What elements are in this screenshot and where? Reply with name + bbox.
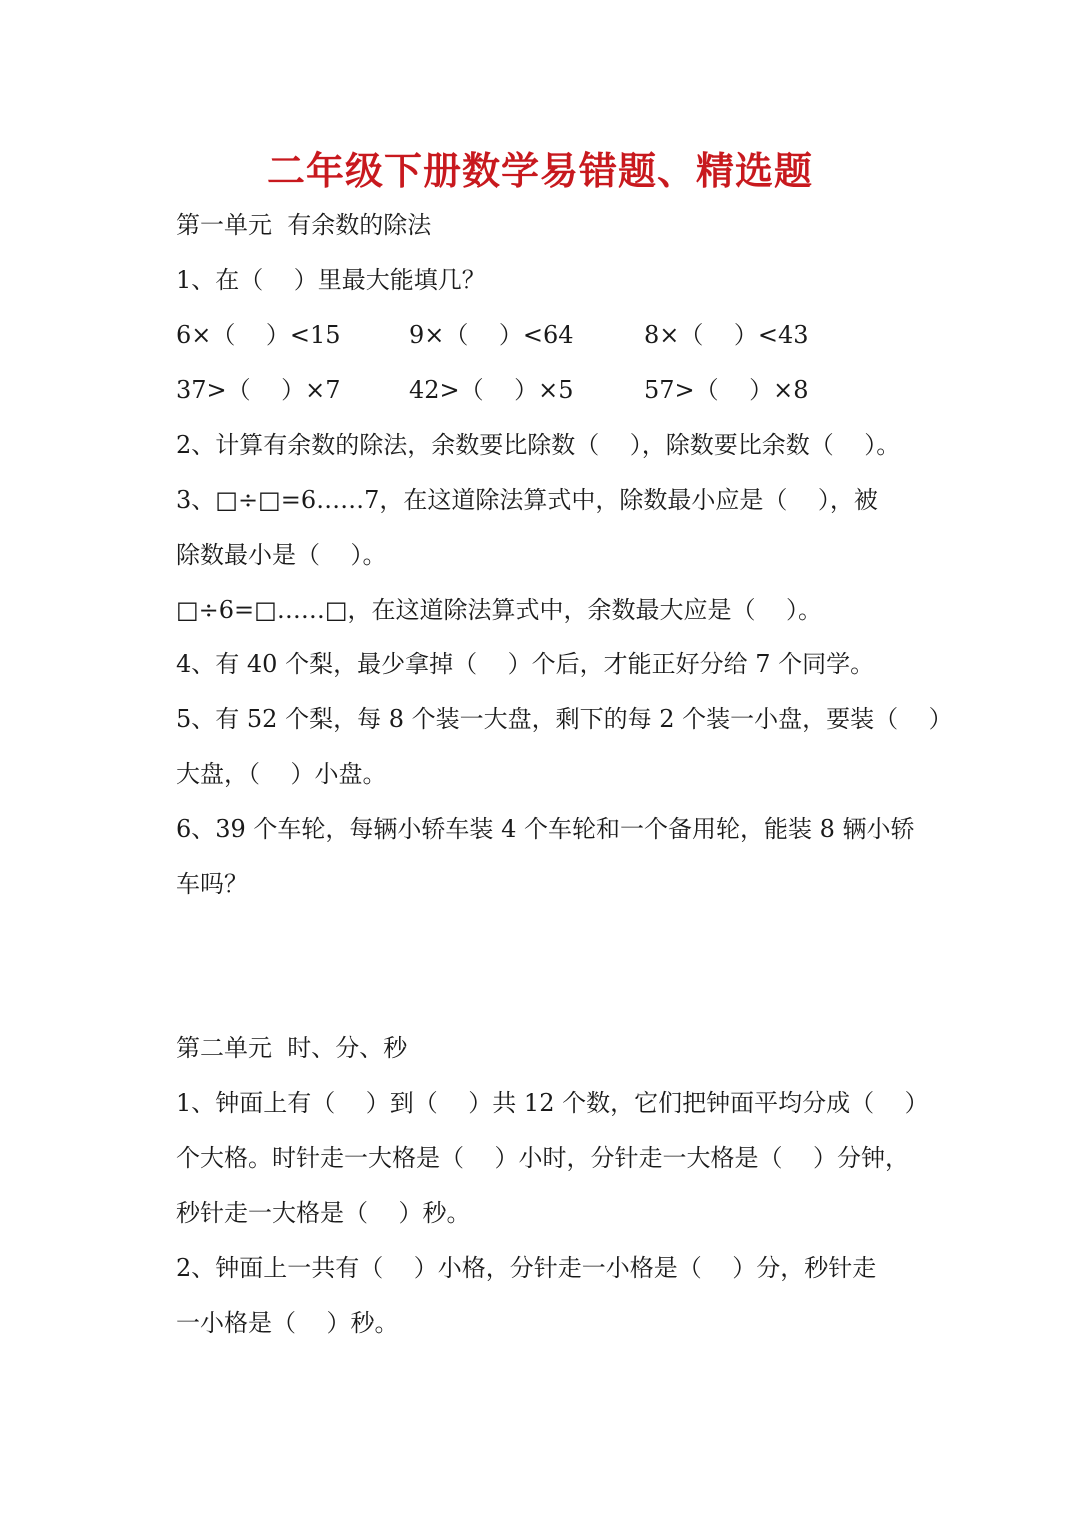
- unit1-heading: 第一单元 有余数的除法: [176, 211, 432, 239]
- inequality-item: 57>（ ）×8: [644, 376, 809, 404]
- unit1-q3-line1: 3、□÷□=6……7，在这道除法算式中，除数最小应是（ ），被: [176, 486, 878, 514]
- unit2-q1-line2: 个大格。时针走一大格是（ ）小时，分针走一大格是（ ）分钟，: [176, 1144, 910, 1172]
- inequality-item: 37>（ ）×7: [176, 376, 341, 404]
- unit1-q3-line3: □÷6=□……□，在这道除法算式中，余数最大应是（ ）。: [176, 596, 823, 624]
- unit2-q1-line1: 1、钟面上有（ ）到（ ）共 12 个数，它们把钟面平均分成（ ）: [176, 1089, 929, 1117]
- inequality-item: 42>（ ）×5: [409, 376, 574, 404]
- unit1-q5-line1: 5、有 52 个梨，每 8 个装一大盘，剩下的每 2 个装一小盘，要装（ ）: [176, 705, 953, 733]
- unit2-q2-line1: 2、钟面上一共有（ ）小格，分针走一小格是（ ）分，秒针走: [176, 1254, 877, 1282]
- unit1-q5-line2: 大盘，（ ）小盘。: [176, 760, 387, 788]
- unit1-q6-line1: 6、39 个车轮，每辆小轿车装 4 个车轮和一个备用轮，能装 8 辆小轿: [176, 815, 915, 843]
- unit1-q1-row2: [176, 373, 936, 407]
- unit1-q3-line2: 除数最小是（ ）。: [176, 541, 387, 569]
- unit1-q4: 4、有 40 个梨，最少拿掉（ ）个后，才能正好分给 7 个同学。: [176, 650, 875, 678]
- unit1-q2: 2、计算有余数的除法，余数要比除数（ ），除数要比余数（ ）。: [176, 431, 901, 459]
- page-title: 二年级下册数学易错题、精选题: [266, 149, 813, 193]
- unit2-heading: 第二单元 时、分、秒: [176, 1034, 408, 1062]
- unit1-q6-line2: 车吗？: [176, 870, 248, 898]
- inequality-item: 8×（ ）<43: [644, 321, 809, 349]
- unit2-q2-line2: 一小格是（ ）秒。: [176, 1309, 399, 1337]
- unit1-q1-text: 1、在（ ）里最大能填几？: [176, 266, 486, 294]
- unit1-q1-row1: [176, 318, 936, 352]
- inequality-item: 9×（ ）<64: [409, 321, 574, 349]
- unit2-q1-line3: 秒针走一大格是（ ）秒。: [176, 1199, 471, 1227]
- inequality-item: 6×（ ）<15: [176, 321, 341, 349]
